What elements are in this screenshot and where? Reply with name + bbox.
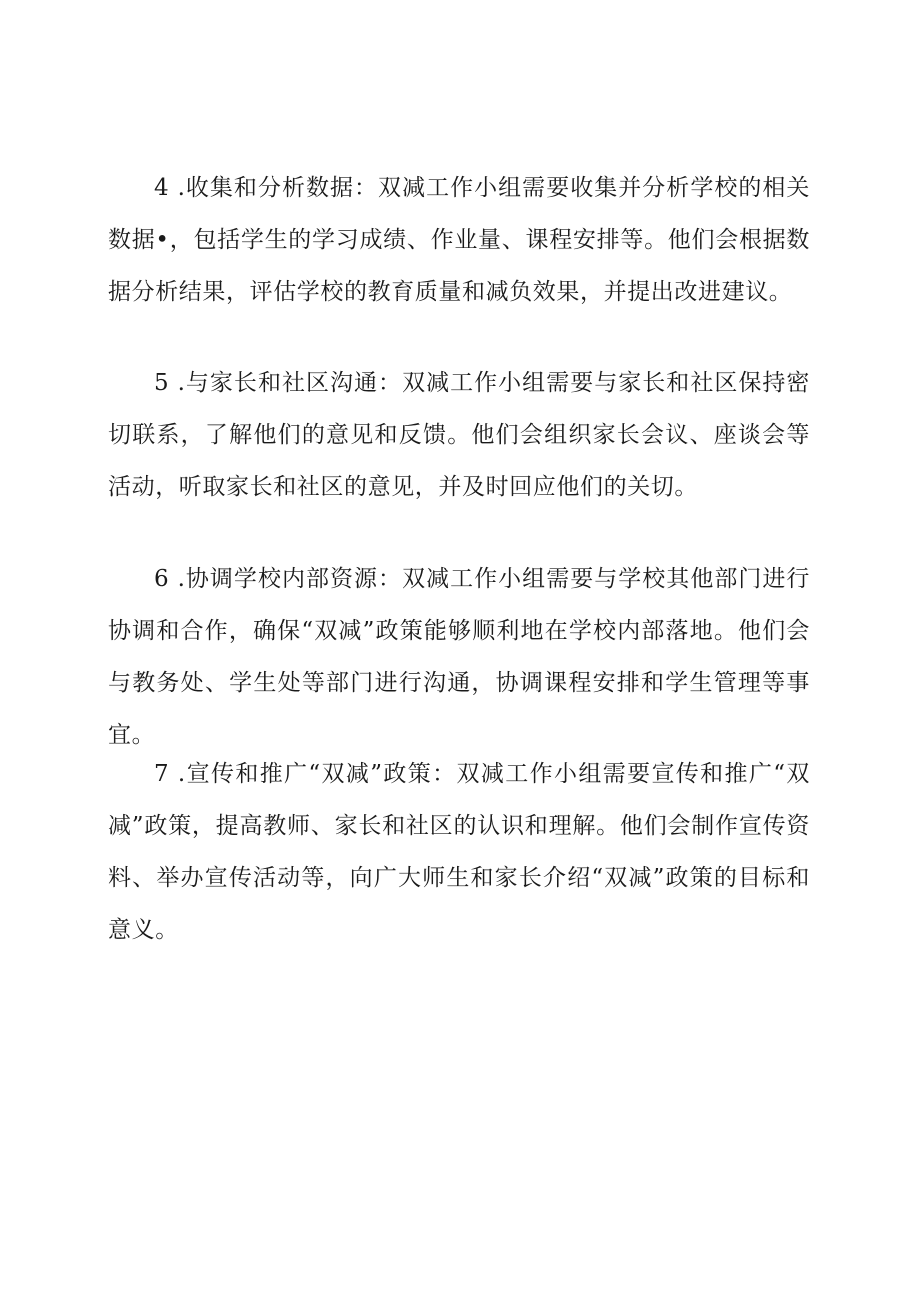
paragraph-item-6: 6 .协调学校内部资源：双减工作小组需要与学校其他部门进行协调和合作，确保“双减”政策能够顺利地在学校内部落地。他们会与教务处、学生处等部门进行沟通，协调课程安排和学生管理等事宜。 (108, 566, 810, 748)
paragraph-item-4: 4 .收集和分析数据：双减工作小组需要收集并分析学校的相关数据•，包括学生的学习成绩、作业量、课程安排等。他们会根据数据分析结果，评估学校的教育质量和减负效果，并提出改进建议。 (108, 175, 810, 305)
paragraph-item-7: 7 .宣传和推广“双减”政策：双减工作小组需要宣传和推广“双减”政策，提高教师、家长和社区的认识和理解。他们会制作宣传资料、举办宣传活动等，向广大师生和家长介绍“双减”政策的目标和意义。 (108, 761, 810, 943)
paragraph-item-5: 5 .与家长和社区沟通：双减工作小组需要与家长和社区保持密切联系，了解他们的意见和反馈。他们会组织家长会议、座谈会等活动，听取家长和社区的意见，并及时回应他们的关切。 (108, 370, 810, 500)
